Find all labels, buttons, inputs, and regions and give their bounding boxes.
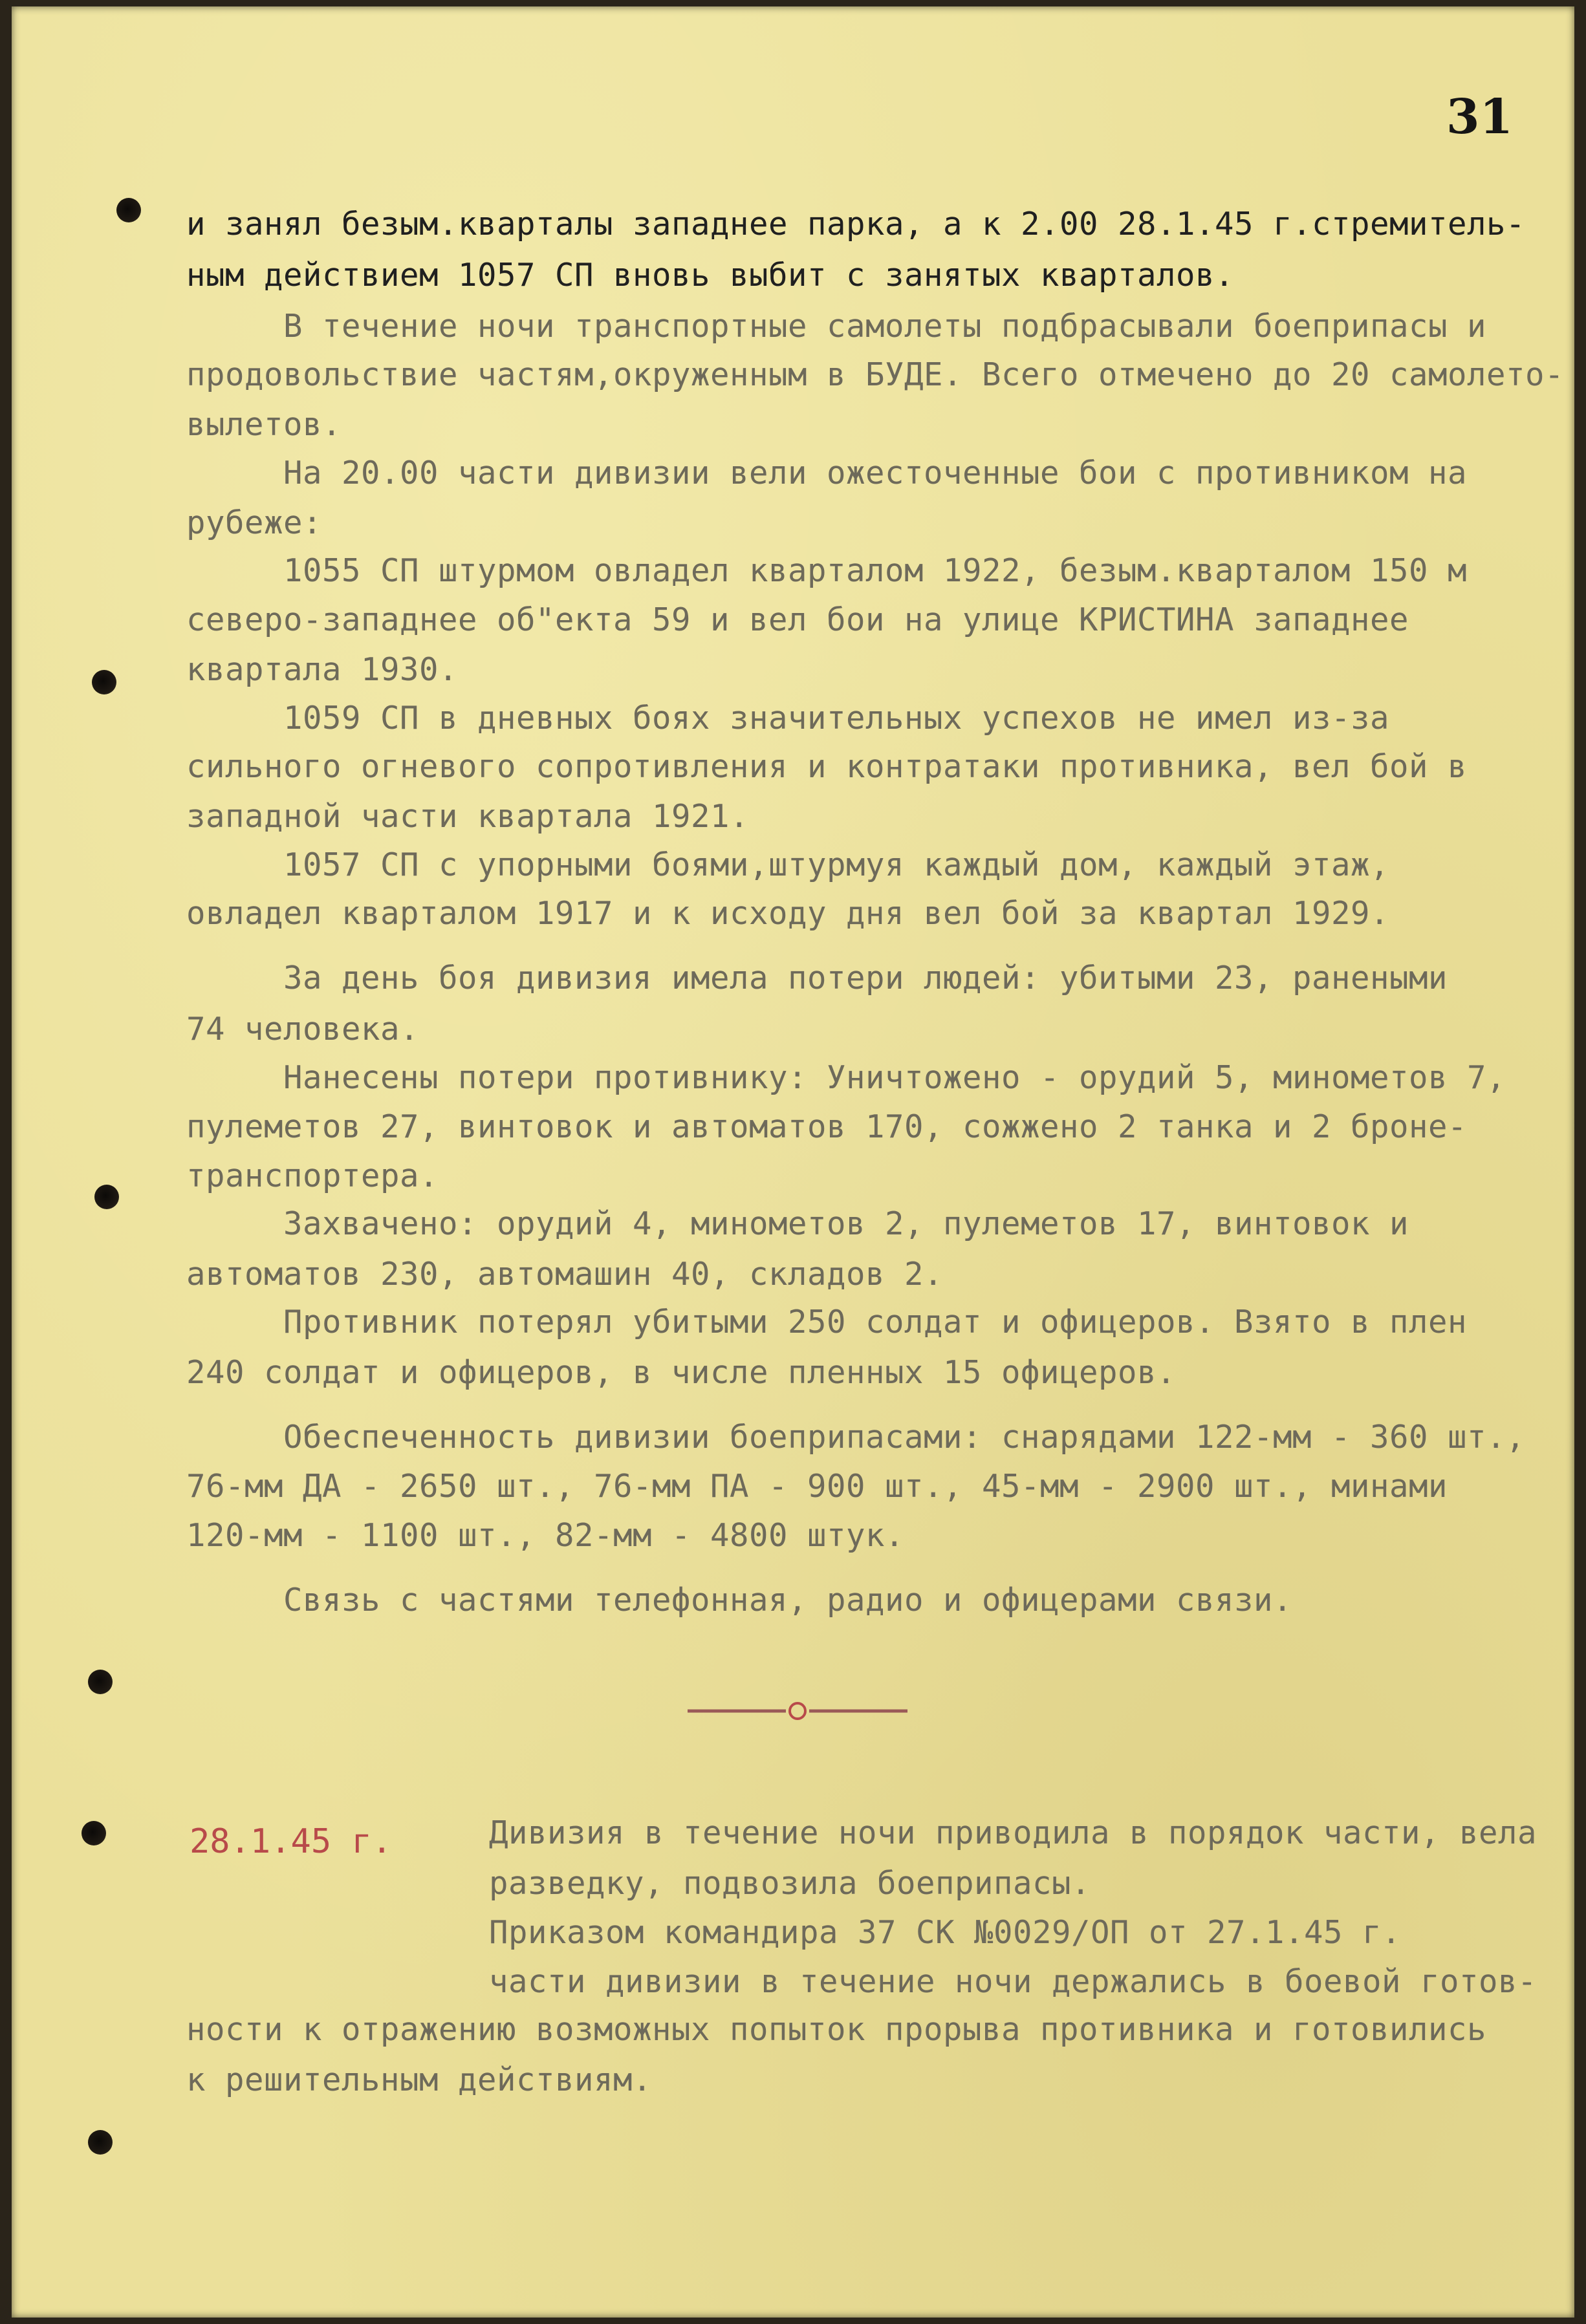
text-line: Нанесены потери противнику: Уничтожено - орудий 5, минометов 7, <box>283 1059 1506 1096</box>
text-line: На 20.00 части дивизии вели ожесточенные бои с противником на <box>283 455 1468 491</box>
text-line: Дивизия в течение ночи приводила в порядок части, вела <box>489 1814 1537 1851</box>
text-line: продовольствие частям,окруженным в БУДЕ. Всего отмечено до 20 самолето- <box>186 356 1565 393</box>
punch-hole <box>88 1670 113 1694</box>
text-line: части дивизии в течение ночи держались в боевой готов- <box>489 1963 1537 2000</box>
text-line: Связь с частями телефонная, радио и офицерами связи. <box>283 1582 1293 1619</box>
punch-hole <box>92 670 116 694</box>
text-line: пулеметов 27, винтовок и автоматов 170, сожжено 2 танка и 2 броне- <box>186 1108 1468 1145</box>
text-line: 1057 СП с упорными боями,штурмуя каждый дом, каждый этаж, <box>283 846 1390 883</box>
text-line: 120-мм - 1100 шт., 82-мм - 4800 штук. <box>186 1517 905 1554</box>
text-line: вылетов. <box>186 406 342 443</box>
text-line: квартала 1930. <box>186 651 459 688</box>
text-line: транспортера. <box>186 1157 439 1194</box>
text-line: западной части квартала 1921. <box>186 798 750 835</box>
text-line: северо-западнее об"екта 59 и вел бои на улице КРИСТИНА западнее <box>186 601 1409 638</box>
text-line: разведку, подвозила боеприпасы. <box>489 1865 1091 1902</box>
text-line: Приказом командира 37 СК №0029/ОП от 27.1.45 г. <box>489 1914 1402 1951</box>
text-line: сильного огневого сопротивления и контратаки противника, вел бой в <box>186 748 1468 785</box>
text-line: 1059 СП в дневных боях значительных успехов не имел из-за <box>283 700 1390 737</box>
text-line: Противник потерял убитыми 250 солдат и офицеров. Взято в плен <box>283 1304 1468 1340</box>
punch-hole <box>88 2130 113 2155</box>
entry-date: 28.1.45 г. <box>190 1822 393 1861</box>
text-line: 74 человека. <box>186 1011 420 1048</box>
punch-hole <box>81 1821 106 1845</box>
text-line: 1055 СП штурмом овладел кварталом 1922, безым.кварталом 150 м <box>283 552 1468 589</box>
text-line: ным действием 1057 СП вновь выбит с занятых кварталов. <box>186 257 1235 294</box>
text-line: 76-мм ДА - 2650 шт., 76-мм ПА - 900 шт., 45-мм - 2900 шт., минами <box>186 1468 1448 1505</box>
text-line: ности к отражению возможных попыток прорыва противника и готовились <box>186 2011 1487 2048</box>
text-line: 240 солдат и офицеров, в числе пленных 15 офицеров. <box>186 1354 1177 1391</box>
page-number: 31 <box>1446 89 1513 145</box>
text-line: За день боя дивизия имела потери людей: убитыми 23, ранеными <box>283 960 1448 996</box>
punch-hole <box>94 1185 119 1209</box>
text-line: Захвачено: орудий 4, минометов 2, пулеметов 17, винтовок и <box>283 1205 1409 1242</box>
text-line: автоматов 230, автомашин 40, складов 2. <box>186 1256 944 1293</box>
document-page <box>12 6 1574 2318</box>
text-line: к решительным действиям. <box>186 2061 653 2098</box>
text-line: Обеспеченность дивизии боеприпасами: снарядами 122-мм - 360 шт., <box>283 1419 1526 1456</box>
text-line: овладел кварталом 1917 и к исходу дня вел бой за квартал 1929. <box>186 895 1390 932</box>
text-line: и занял безым.кварталы западнее парка, а к 2.00 28.1.45 г.стремитель- <box>186 206 1526 242</box>
text-line: рубеже: <box>186 504 323 541</box>
punch-hole <box>116 198 141 222</box>
section-divider <box>688 1699 907 1723</box>
text-line: В течение ночи транспортные самолеты подбрасывали боеприпасы и <box>283 308 1487 345</box>
